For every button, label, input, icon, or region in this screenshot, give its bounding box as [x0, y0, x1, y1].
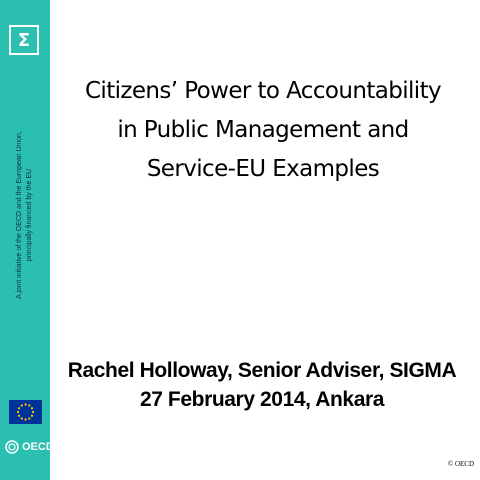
- eu-star: [17, 411, 19, 413]
- slide-title: [58, 72, 468, 189]
- title-line-3: Service-EU Examples: [146, 156, 380, 182]
- copyright-notice: © OECD: [447, 460, 474, 468]
- presenter-line: Rachel Holloway, Senior Adviser, SIGMA: [67, 359, 457, 382]
- eu-star: [21, 404, 23, 406]
- oecd-logo: [5, 440, 54, 454]
- sidebar-vertical-text: [15, 131, 35, 299]
- sidebar-text-line-2: principally financed by the EU: [26, 168, 33, 262]
- sigma-symbol: Σ: [17, 29, 31, 51]
- presenter-block: [52, 356, 472, 414]
- oecd-swirl-icon: [5, 440, 19, 454]
- eu-star: [28, 417, 30, 419]
- eu-star: [32, 411, 34, 413]
- eu-star: [24, 418, 26, 420]
- eu-star: [21, 417, 23, 419]
- sigma-logo-icon: [9, 25, 39, 55]
- eu-star: [31, 407, 33, 409]
- date-line: 27 February 2014, Ankara: [139, 388, 385, 411]
- sidebar: [0, 0, 54, 480]
- sidebar-text-line-1: A joint initiative of the OECD and the European Union,: [16, 131, 23, 299]
- eu-star: [18, 407, 20, 409]
- eu-flag-icon: [9, 400, 42, 424]
- eu-star: [28, 404, 30, 406]
- title-line-2: in Public Management and: [117, 117, 409, 143]
- eu-star: [31, 415, 33, 417]
- eu-star: [18, 415, 20, 417]
- eu-star: [24, 403, 26, 405]
- oecd-logo-text: OECD: [22, 441, 54, 453]
- title-line-1: Citizens’ Power to Accountability: [84, 78, 442, 104]
